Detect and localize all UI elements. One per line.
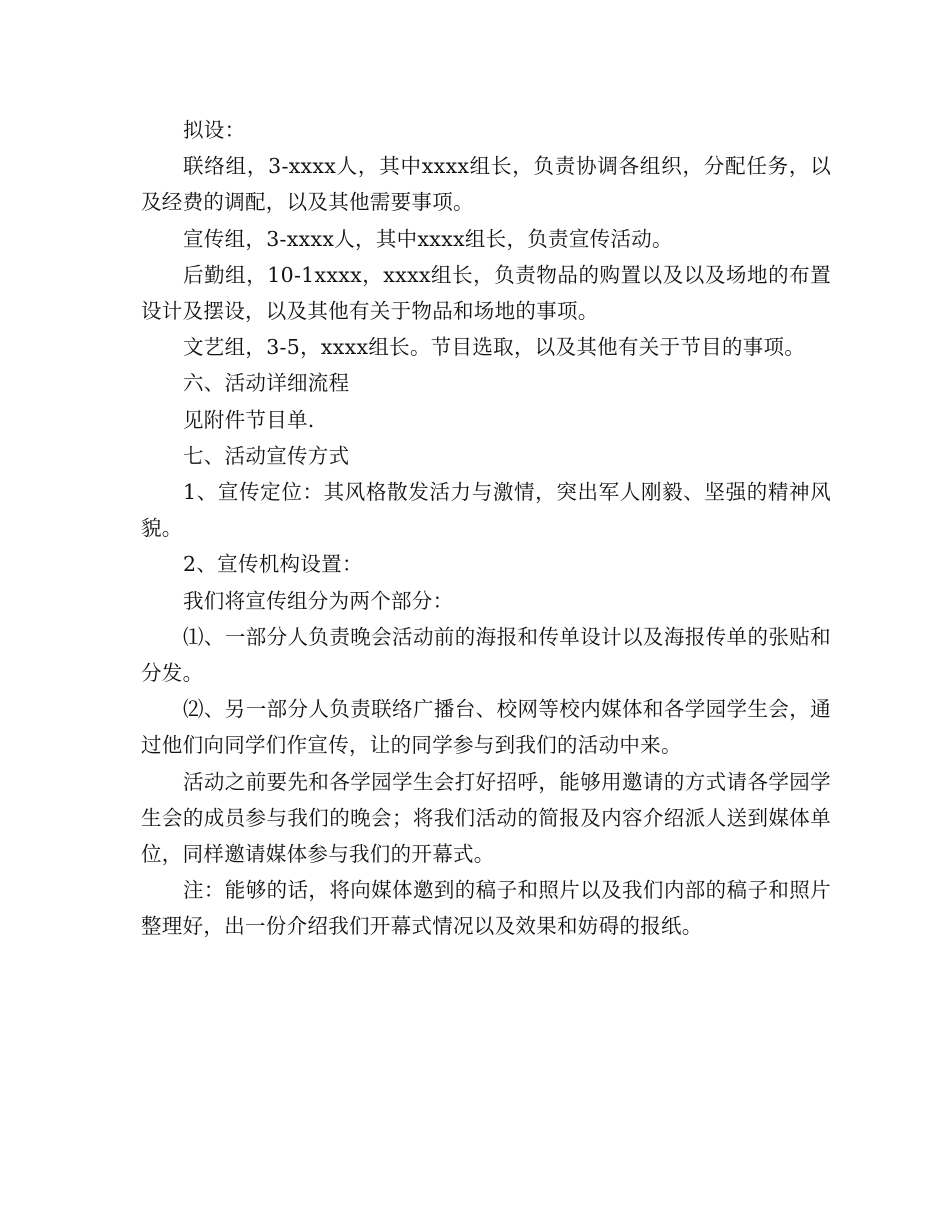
paragraph-arts-group: 文艺组，3-5，xxxx组长。节目选取，以及其他有关于节目的事项。 [183, 335, 806, 360]
paragraph-part-two: ⑵、另一部分人负责联络广播台、校网等校内媒体和各学园学生会，通过他们向同学们作宣传，让的同学参与到我们的活动中来。 [141, 697, 831, 758]
paragraph-positioning: 1、宣传定位：其风格散发活力与激情，突出军人刚毅、坚强的精神风貌。 [141, 480, 831, 541]
section-heading-7: 七、活动宣传方式 [183, 443, 350, 468]
paragraph-program-list: 见附件节目单. [183, 407, 315, 432]
paragraph-two-parts: 我们将宣传组分为两个部分： [183, 588, 454, 613]
paragraph-publicity-group: 宣传组，3-xxxx人，其中xxxx组长，负责宣传活动。 [183, 226, 673, 251]
paragraph-before-activity: 活动之前要先和各学园学生会打好招呼，能够用邀请的方式请各学园学生会的成员参与我们的晚会；将我们活动的简报及内容介绍派人送到媒体单位，同样邀请媒体参与我们的开幕式。 [141, 769, 831, 867]
section-heading-6: 六、活动详细流程 [183, 371, 350, 396]
paragraph-organization: 2、宣传机构设置： [183, 552, 363, 577]
document-body [141, 112, 831, 945]
paragraph-liaison-group: 联络组，3-xxxx人，其中xxxx组长，负责协调各组织，分配任务，以及经费的调配，以及其他需要事项。 [141, 154, 831, 215]
paragraph-logistics-group: 后勤组，10-1xxxx，xxxx组长，负责物品的购置以及以及场地的布置设计及摆设，以及其他有关于物品和场地的事项。 [141, 262, 831, 324]
paragraph-note: 注：能够的话，将向媒体邀到的稿子和照片以及我们内部的稿子和照片整理好，出一份介绍我们开幕式情况以及效果和妨碍的报纸。 [141, 878, 831, 939]
paragraph-part-one: ⑴、一部分人负责晚会活动前的海报和传单设计以及海报传单的张贴和分发。 [141, 624, 831, 686]
paragraph-intro: 拟设： [183, 118, 246, 142]
